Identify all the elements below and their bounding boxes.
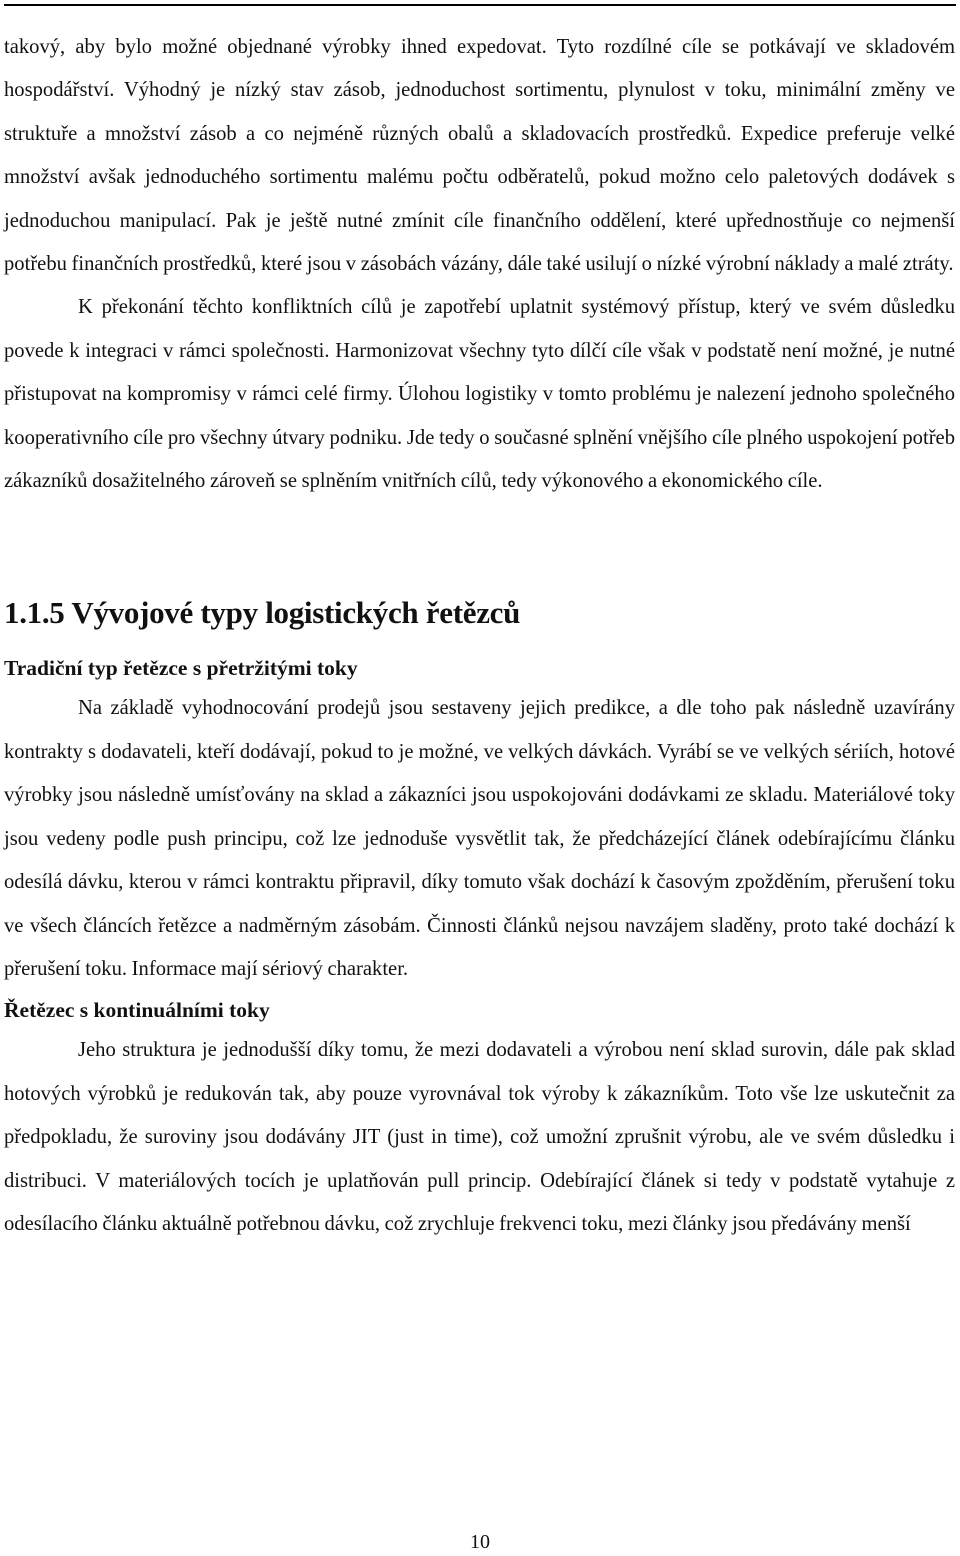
subsection-heading-traditional: Tradiční typ řetězce s přetržitými toky: [4, 656, 358, 681]
subsection-traditional-chain: [4, 649, 955, 991]
document-page: [4, 26, 955, 1246]
section-heading: 1.1.5 Vývojové typy logistických řetězců: [4, 595, 521, 631]
paragraph-continuous: Jeho struktura je jednodušší díky tomu, že mezi dodavateli a výrobou není sklad surovin, dále pak sklad hotových výrobků je redukován tak, aby pouze vyrovnával tok výroby k zákazníkům. Toto vše lze uskutečnit za předpokladu, že suroviny jsou dodávány JIT (just in time), což umožní zprušnit výrobu, ale ve svém důsledku i distribuci. V materiálových tocích je uplatňován pull princip. Odebírající článek si tedy v podstatě vytahuje z odesílacího článku aktuálně potřebnou dávku, což zrychluje frekvenci toku, mezi články jsou předávány menší: [4, 1039, 955, 1235]
page-number: 10: [470, 1531, 490, 1553]
subsection-heading-continuous: Řetězec s kontinuálními toky: [4, 998, 270, 1023]
paragraph-top-2: K překonání těchto konfliktních cílů je zapotřebí uplatnit systémový přístup, který ve svém důsledku povede k integraci v rámci společnosti. Harmonizovat všechny tyto dílčí cíle však v podstatě není možné, je nutné přistupovat na kompromisy v rámci celé firmy. Úlohou logistiky v tomto problému je nalezení jednoho společného kooperativního cíle pro všechny útvary podniku. Jde tedy o současné splnění vnějšího cíle plného uspokojení potřeb zákazníků dosažitelného zároveň se splněním vnitřních cílů, tedy výkonového a ekonomického cíle.: [4, 296, 955, 493]
top-border-line: [4, 4, 956, 6]
paragraph-top-1: takový, aby bylo možné objednané výrobky ihned expedovat. Tyto rozdílné cíle se potkávají ve skladovém hospodářství. Výhodný je nízký stav zásob, jednoduchost sortimentu, plynulost v toku, minimální změny ve struktuře a množství zásob a co nejméně různých obalů a skladovacích prostředků. Expedice preferuje velké množství avšak jednoduchého sortimentu malému počtu odběratelů, pokud možno celo paletových dodávek s jednoduchou manipulací. Pak je ještě nutné zmínit cíle finančního oddělení, které upřednostňuje co nejmenší potřebu finančních prostředků, které jsou v zásobách vázány, dále také usilují o nízké výrobní náklady a malé ztráty.: [4, 36, 955, 276]
subsection-continuous-chain: [4, 991, 955, 1246]
paragraph-traditional: Na základě vyhodnocování prodejů jsou sestaveny jejich predikce, a dle toho pak následně uzavírány kontrakty s dodavateli, kteří dodávají, pokud to je možné, ve velkých dávkách. Vyrábí se ve velkých sériích, hotové výrobky jsou následně umísťovány na sklad a zákazníci jsou uspokojováni dodávkami ze skladu. Materiálové toky jsou vedeny podle push principu, což lze jednoduše vysvětlit tak, že předcházející článek odebírajícímu článku odesílá dávku, kterou v rámci kontraktu připravil, díky tomuto však dochází k časovým zpožděním, přerušení toku ve všech článcích řetězce a nadměrným zásobám. Činnosti článků nejsou navzájem sladěny, proto také dochází k přerušení toku. Informace mají sériový charakter.: [4, 697, 955, 980]
